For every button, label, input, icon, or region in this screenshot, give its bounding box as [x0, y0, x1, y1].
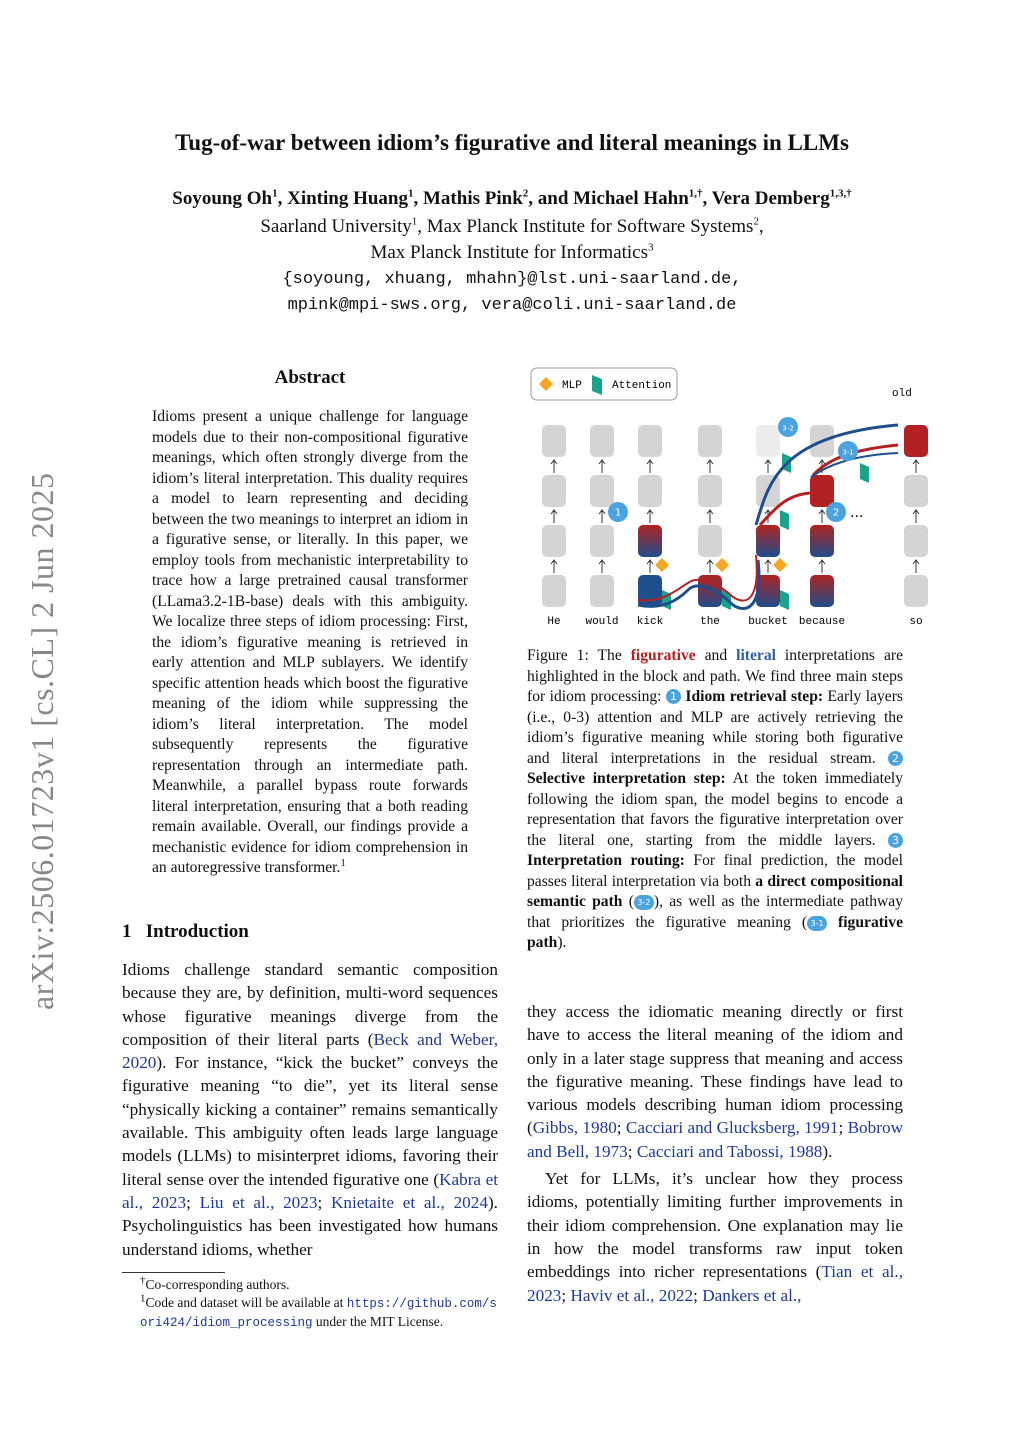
email-line: {soyoung, xhuang, mhahn}@lst.uni-saarland.de, — [282, 270, 742, 289]
step-3-2-badge: 3-2 — [634, 895, 654, 910]
body-text: ). — [822, 1141, 833, 1161]
citation-link[interactable]: Gibbs, 1980 — [532, 1118, 617, 1138]
active-block — [756, 525, 780, 557]
author-affil-mark: 1 — [272, 187, 278, 200]
inactive-block — [542, 575, 566, 607]
residual-arrow — [707, 510, 713, 523]
footnote-url-link[interactable]: https://github.com/sori424/idiom_processing — [140, 1296, 497, 1330]
footnote-mark: 1 — [140, 1292, 146, 1304]
inactive-block — [542, 425, 566, 457]
residual-arrow — [647, 560, 653, 573]
token-label: would — [585, 616, 619, 628]
author-name: Michael Hahn — [573, 188, 689, 209]
author-affil-mark: 1 — [408, 187, 414, 200]
author-name: Mathis Pink — [423, 188, 523, 209]
inactive-block — [590, 525, 614, 557]
step-marker-label: 3-2 — [782, 424, 794, 433]
footnote-text: Co-corresponding authors. — [145, 1277, 290, 1292]
attention-icon — [662, 590, 671, 610]
affiliation: Max Planck Institute for Informatics — [370, 242, 649, 263]
footnote-ref[interactable]: 1 — [340, 856, 346, 869]
inactive-block — [698, 425, 722, 457]
affiliation-mark: 1 — [411, 215, 418, 228]
active-block — [638, 575, 662, 607]
token-label: so — [909, 616, 923, 628]
author-name: Vera Demberg — [711, 188, 830, 209]
citation-link[interactable]: Tian et al., 2023 — [527, 1262, 903, 1305]
legend-mlp-label: MLP — [562, 380, 582, 392]
token-labels — [547, 616, 922, 628]
figurative-path-term: figurative path — [527, 913, 903, 951]
inactive-block — [542, 525, 566, 557]
active-block — [810, 525, 834, 557]
residual-arrow — [707, 560, 713, 573]
attention-icon — [780, 590, 789, 610]
right-column-text: they access the idiomatic meaning directly or first have to access the literal meaning of the idiom and only in a later stage suppress that meaning and access the figurative meaning. These findings have lead to various models describing human idiom processing (Gibbs, 1980; Cacciari and Glucksberg, 1991; Bobrow and Bell, 1973; Cacciari and Tabossi, 1988). Yet for LLMs, it’s unclear how they process idioms, potentially limiting further improvements in their idiom comprehension. One explanation may lie in how the model transforms raw input token embeddings into richer representations (Tian et al., 2023; Haviv et al., 2022; Dankers et al., — [527, 1002, 903, 1305]
affiliation-mark: 2 — [753, 215, 759, 228]
footnote-text: Code and dataset will be available at — [145, 1294, 347, 1310]
body-text: they access the idiomatic meaning directly or first have to access the literal meaning of the idiom and only in a later stage suppress that meaning and access the figurative meaning. These findings have lead to various models describing human idiom processing ( — [527, 1002, 903, 1138]
abstract-heading: Abstract — [274, 367, 346, 388]
caption-text: Early layers (i.e., 0-3) attention and MLP are actively retrieving the idiom’s figurative meaning while storing both figurative and literal interpretations in the residual stream. — [527, 688, 903, 767]
author-affil-mark: 2 — [522, 187, 529, 200]
residual-arrow — [647, 510, 653, 523]
inactive-block — [638, 425, 662, 457]
abstract-text — [152, 407, 468, 879]
mlp-icon — [655, 558, 669, 572]
token-label: the — [700, 616, 720, 628]
ellipsis: ... — [850, 504, 864, 521]
residual-arrow — [599, 510, 605, 523]
inactive-block — [904, 475, 928, 507]
citation-link[interactable]: Liu et al., 2023 — [199, 1192, 318, 1212]
author-list: Soyoung Oh$^1$, Xinting Huang$^1$, Mathis Pink$^2$, and Michael Hahn$^{1,\dagger}$, Vera Demberg$^{1,3,\dagger}$ — [172, 187, 852, 209]
mlp-icon — [773, 558, 787, 572]
active-block — [810, 475, 834, 507]
attention-icon — [780, 510, 789, 530]
citation-link[interactable]: Bobrow and Bell, 1973 — [527, 1118, 903, 1161]
token-columns — [542, 425, 928, 610]
body-text: ). Psycholinguistics has been investigated how humans understand idioms, whether — [122, 1192, 498, 1259]
token-label: because — [798, 616, 846, 628]
residual-arrow — [819, 560, 825, 573]
caption-text: Figure 1: The — [527, 647, 631, 664]
token-label: He — [547, 616, 561, 628]
affiliation-line — [0, 242, 1024, 264]
footnotes — [122, 1276, 502, 1333]
author-name: Xinting Huang — [287, 188, 408, 209]
step-title: Idiom retrieval step: — [685, 688, 824, 705]
residual-arrow — [599, 460, 605, 473]
token-label: kick — [636, 616, 664, 628]
author-affil-mark: 1,† — [688, 187, 703, 200]
step-2-badge: 2 — [888, 751, 903, 766]
step-1-badge: 1 — [666, 689, 681, 704]
step-marker-label: 2 — [832, 507, 840, 519]
section-title: Introduction — [145, 921, 249, 942]
residual-arrow — [551, 510, 557, 523]
inactive-block — [590, 425, 614, 457]
residual-arrow — [707, 460, 713, 473]
affiliation-mark: 3 — [648, 241, 654, 254]
literal-highlight: literal — [736, 647, 776, 664]
section-heading — [122, 921, 249, 943]
step-3-badge: 3 — [888, 833, 903, 848]
abstract-paragraph: Idioms present a unique challenge for language models due to their non-compositional figurative meanings, which often strongly diverge from the idiom’s literal interpretation. This duality requires a model to learn representing and deciding between the two meanings to interpret an idiom in a figurative sense, or literally. In this paper, we employ tools from mechanistic interpretability to trace how a large pretrained causal transformer (LLama3.2-1B-base) deals with this ambiguity. We localize three steps of idiom processing: First, the idiom’s figurative meaning is retrieved in early attention and MLP sublayers. We identify specific attention heads which boost the figurative meaning of the idiom while suppressing the idiom’s literal interpretation. The model subsequently represents the figurative representation through an intermediate path. Meanwhile, a parallel bypass route forwards literal interpretation, ensuring that a both reading remain available. Overall, our findings provide a mechanistic evidence for idiom comprehension in an autoregressive transformer. — [152, 408, 468, 876]
caption-text: interpretations are highlighted in the block and path. We find three main steps for idiom processing: — [527, 647, 904, 705]
caption-text: , as well as the intermediate pathway that prioritizes the figurative meaning ( — [527, 893, 903, 931]
citation-link[interactable]: Beck and Weber, 2020 — [122, 1029, 498, 1073]
inactive-block — [698, 525, 722, 557]
footnote-mark: † — [140, 1274, 146, 1287]
residual-arrow — [551, 460, 557, 473]
footnote-divider — [122, 1272, 225, 1273]
step-marker-label: 1 — [614, 507, 622, 519]
affiliation-line: Saarland University$^1$, Max Planck Institute for Software Systems$^2$, — [260, 215, 764, 237]
inactive-block — [590, 575, 614, 607]
residual-arrow — [599, 560, 605, 573]
paper-title: Tug-of-war between idiom’s figurative and literal meanings in LLMs — [175, 130, 849, 155]
residual-arrow — [647, 460, 653, 473]
inactive-block — [756, 425, 780, 457]
inactive-block — [904, 525, 928, 557]
citation-link[interactable]: Haviv et al., 2022 — [570, 1285, 694, 1305]
figure-caption: Figure 1: The figurative and literal interpretations are highlighted in the block and path. We find three main steps for idiom processing: 1 Idiom retrieval step: Early layers (i.e., 0-3) attention and MLP are actively retrieving the idiom’s figurative meaning while storing both figurative and literal interpretations in the residual stream. 2 Selective interpretation step: At the token immediately following the idiom span, the model begins to encode a representation that favors the figurative interpretation over the literal one, starting from the middle layers. 3 Interpretation routing: For final prediction, the model passes literal interpretation via both a direct compositional semantic path ( 3-2 ), as well as the intermediate pathway that prioritizes the figurative meaning ( 3-1 figurative path). — [527, 647, 904, 951]
citation-link[interactable]: Cacciari and Glucksberg, 1991 — [625, 1118, 839, 1138]
step-title: Interpretation routing: — [527, 852, 685, 869]
body-text: ). For instance, “kick the bucket” conveys the figurative meaning “to die”, yet its literal sense “physically kicking a container” remains semantically available. This ambiguity often leads large language models (LLMs) to misinterpret idioms, favoring their literal sense over the intended figurative one ( — [122, 1053, 498, 1189]
body-text: Yet for LLMs, it’s unclear how they process idioms, potentially limiting further improvements in their idiom comprehension. One explanation may lie in how the model transforms raw input token embeddings into richer representations ( — [527, 1169, 903, 1282]
inactive-block — [590, 475, 614, 507]
author-conjunction: and — [537, 188, 569, 209]
active-block — [638, 525, 662, 557]
affiliation: Saarland University — [260, 216, 412, 237]
caption-text: and — [695, 647, 737, 664]
caption-text: ). — [557, 934, 567, 951]
body-text: Idioms challenge standard semantic composition because they are, by definition, multi-word sequences whose figurative meanings diverge from the composition of their literal parts ( — [122, 960, 498, 1049]
residual-arrow — [819, 510, 825, 523]
inactive-block — [542, 475, 566, 507]
active-block — [810, 575, 834, 607]
author-affil-mark: 1,3,† — [829, 187, 852, 200]
step-3-1-badge: 3-1 — [807, 916, 827, 931]
arxiv-stamp: arXiv:2506.01723v1 [cs.CL] 2 Jun 2025 — [24, 472, 60, 1010]
attention-icon — [860, 463, 869, 483]
affiliation: Max Planck Institute for Software Systems — [426, 216, 754, 237]
token-label: bucket — [748, 616, 788, 628]
author-name: Soyoung Oh — [172, 188, 273, 209]
step-marker-label: 3-1 — [842, 448, 854, 457]
figure-1-diagram — [528, 365, 923, 635]
footnote-text: under the MIT License. — [312, 1314, 444, 1329]
residual-arrow — [913, 510, 919, 523]
caption-text: At the token immediately following the idiom span, the model begins to encode a representation that favors the figurative interpretation over the literal one, starting from the middle layers. — [527, 770, 904, 849]
citation-link[interactable]: Cacciari and Tabossi, 1988 — [636, 1141, 823, 1161]
inactive-block — [638, 475, 662, 507]
direct-path-term: a direct compositional semantic path — [527, 872, 903, 910]
inactive-block — [698, 475, 722, 507]
step-title: Selective interpretation step: — [527, 770, 726, 787]
citation-link[interactable]: Dankers et al., — [702, 1285, 802, 1305]
inactive-block — [904, 575, 928, 607]
residual-arrow — [765, 560, 771, 573]
active-block — [904, 425, 928, 457]
email-line: mpink@mpi-sws.org, vera@coli.uni-saarland.de — [287, 296, 737, 315]
residual-arrow — [913, 460, 919, 473]
legend-attention-label: Attention — [612, 380, 672, 392]
caption-text: For final prediction, the model passes literal interpretation via both — [527, 852, 903, 890]
citation-link[interactable]: Knietaite et al., 2024 — [330, 1192, 488, 1212]
intro-text: Idioms challenge standard semantic composition because they are, by definition, multi-word sequences whose figurative meanings diverge from the composition of their literal parts (Beck and Weber, 2020). For instance, “kick the bucket” conveys the figurative meaning “to die”, yet its literal sense “physically kicking a container” remains semantically available. This ambiguity often leads large language models (LLMs) to misinterpret idioms, favoring their literal sense over the intended figurative one (Kabra et al., 2023; Liu et al., 2023; Knietaite et al., 2024). Psycholinguistics has been investigated how humans understand idioms, whether — [122, 960, 498, 1259]
figurative-highlight: figurative — [630, 647, 696, 664]
residual-arrow — [765, 460, 771, 473]
section-number: 1 — [122, 921, 132, 942]
residual-arrow — [913, 560, 919, 573]
mlp-icon — [715, 558, 729, 572]
residual-arrow — [551, 560, 557, 573]
predicted-token-label: old — [892, 388, 912, 400]
citation-link[interactable]: Kabra et al., 2023 — [122, 1169, 498, 1212]
